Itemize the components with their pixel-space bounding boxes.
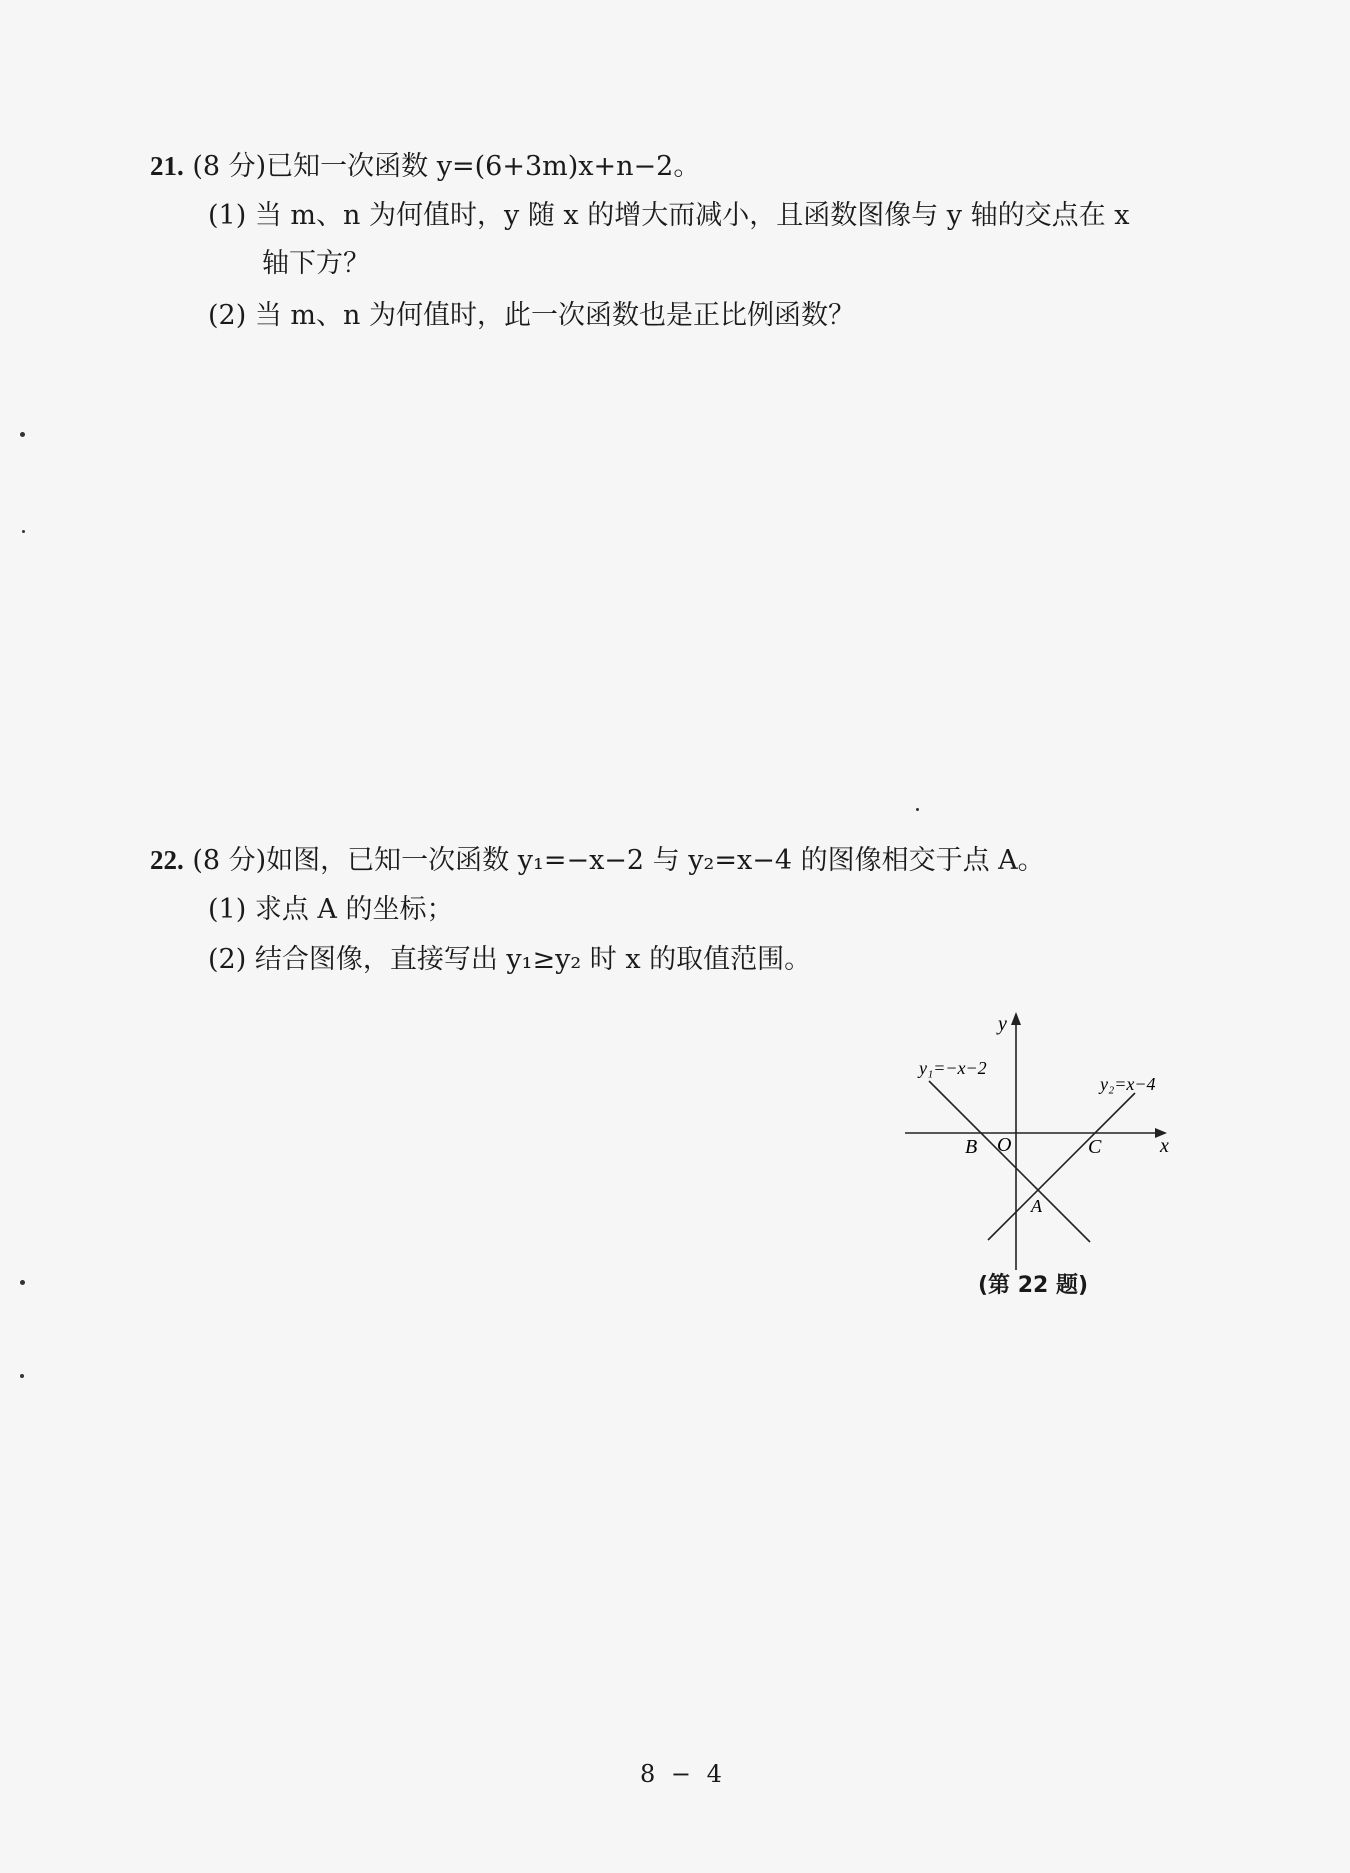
page-number: 8 − 4 [640, 1760, 726, 1788]
y-axis-arrow-icon [1011, 1012, 1021, 1025]
problem-22-figure [905, 1010, 1185, 1280]
point-c-label: C [1088, 1136, 1102, 1158]
problem-21-stem [150, 148, 700, 185]
scan-speck [20, 1280, 25, 1285]
line-y2 [988, 1093, 1135, 1240]
problem-22-number: 22. [150, 845, 184, 875]
x-axis-label: x [1160, 1135, 1169, 1157]
figure-caption: (第 22 题) [978, 1273, 1089, 1298]
problem-22-part1: (1) 求点 A 的坐标； [208, 894, 454, 925]
y-axis-label: y [998, 1013, 1007, 1035]
problem-22-part2: (2) 结合图像，直接写出 y₁≥y₂ 时 x 的取值范围。 [208, 944, 812, 975]
problem-21-stem-text: (8 分)已知一次函数 y=(6+3m)x+n−2。 [192, 151, 701, 182]
scan-speck [916, 808, 919, 811]
problem-22-stem-text: (8 分)如图，已知一次函数 y₁=−x−2 与 y₂=x−4 的图像相交于点 A。 [192, 845, 1045, 876]
problem-21-number: 21. [150, 151, 184, 181]
scan-speck [20, 1374, 24, 1378]
line-y1-label: y₁=−x−2 [919, 1058, 987, 1078]
point-a-label: A [1031, 1196, 1042, 1216]
problem-21-part1-line1: (1) 当 m、n 为何值时，y 随 x 的增大而减小，且函数图像与 y 轴的交点在 x [208, 200, 1130, 231]
scan-speck [20, 432, 25, 437]
line-y2-label: y₂=x−4 [1100, 1074, 1156, 1094]
point-o-label: O [997, 1134, 1012, 1156]
problem-22-stem [150, 842, 1045, 879]
problem-21-part1-line2: 轴下方？ [262, 248, 370, 279]
point-b-label: B [965, 1136, 978, 1158]
coordinate-graph [905, 1010, 1185, 1280]
problem-21-part2: (2) 当 m、n 为何值时，此一次函数也是正比例函数？ [208, 300, 855, 331]
scan-speck [22, 530, 25, 533]
